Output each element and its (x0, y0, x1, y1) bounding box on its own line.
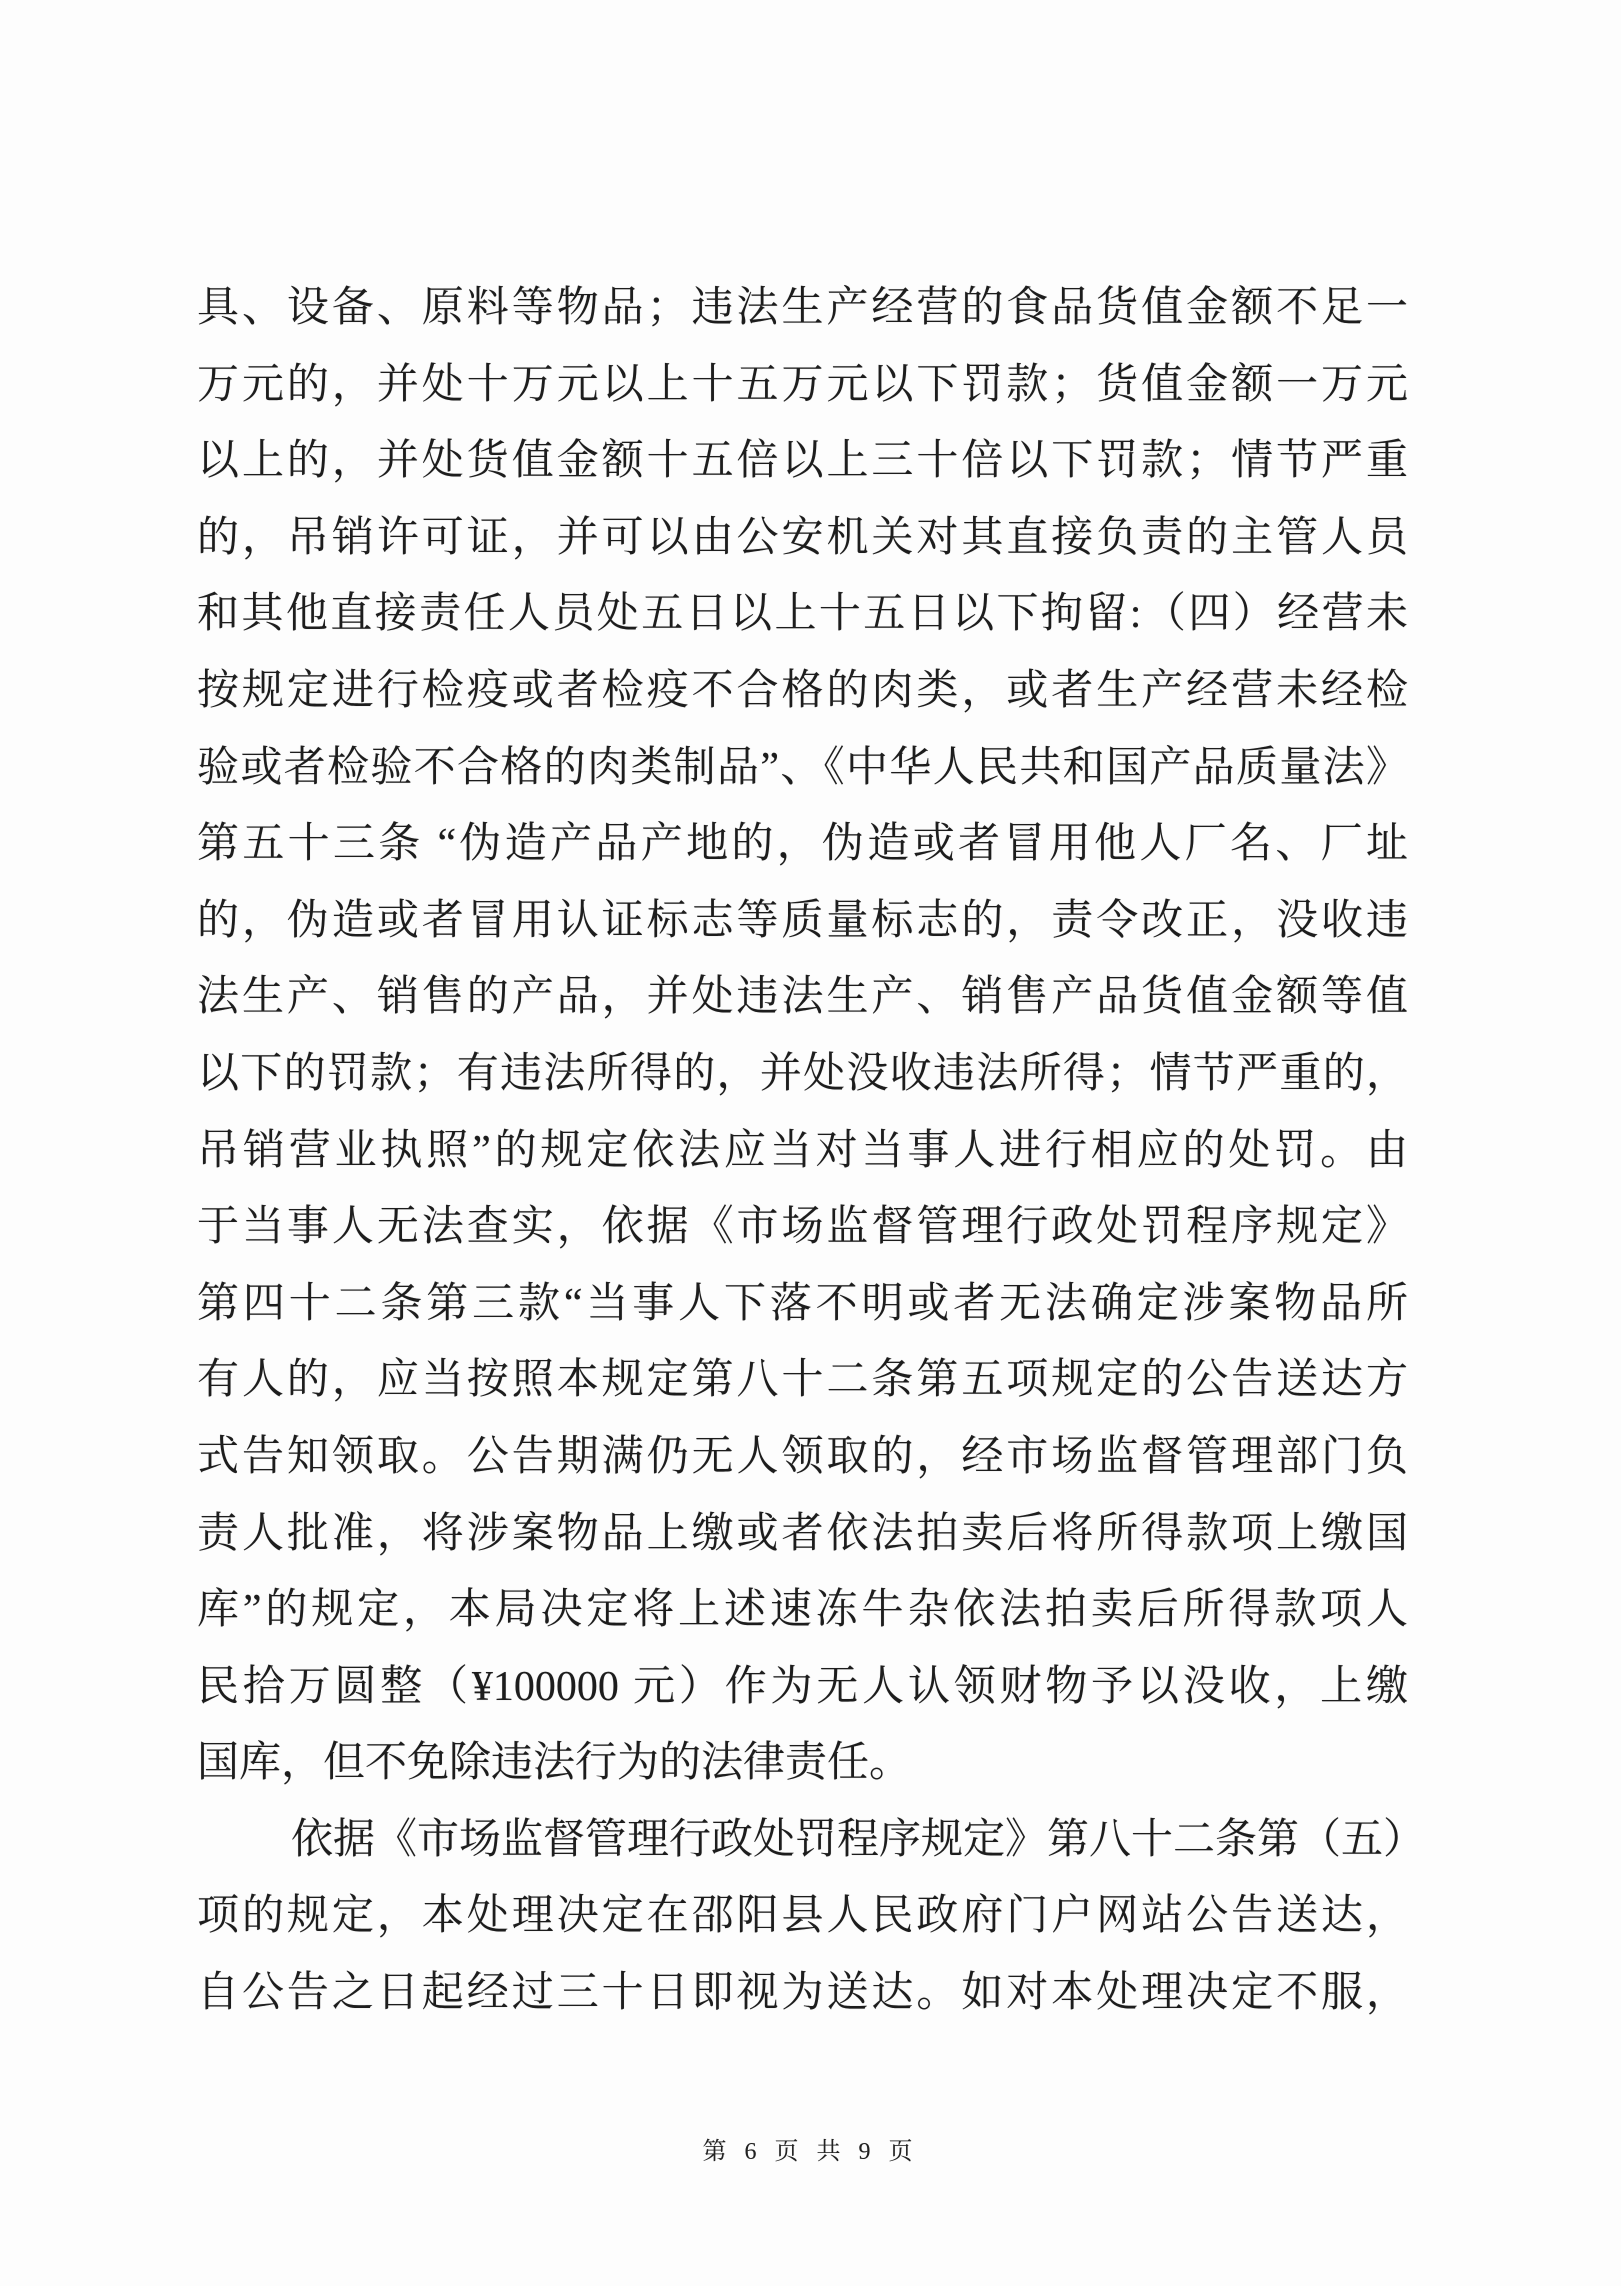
text-line: 具、设备、原料等物品；违法生产经营的食品货值金额不足一 (197, 285, 1408, 331)
text-line: 第五十三条 “伪造产品产地的，伪造或者冒用他人厂名、厂址 (197, 821, 1408, 868)
document-body (197, 270, 1426, 2032)
text-line: 项的规定，本处理决定在邵阳县人民政府门户网站公告送达， (197, 1893, 1408, 1940)
text-line: 有人的，应当按照本规定第八十二条第五项规定的公告送达方 (197, 1357, 1408, 1404)
text-line: 于当事人无法查实，依据《市场监督管理行政处罚程序规定》 (197, 1204, 1408, 1251)
text-line: 式告知领取。公告期满仍无人领取的，经市场监督管理部门负 (197, 1433, 1408, 1480)
text-line: 责人批准，将涉案物品上缴或者依法拍卖后将所得款项上缴国 (197, 1510, 1408, 1557)
text-line: 库”的规定，本局决定将上述速冻牛杂依法拍卖后所得款项人 (197, 1587, 1408, 1634)
text-line: 第四十二条第三款“当事人下落不明或者无法确定涉案物品所 (197, 1280, 1408, 1327)
text-line: 法生产、销售的产品，并处违法生产、销售产品货值金额等值 (197, 974, 1408, 1021)
text-line: 自公告之日起经过三十日即视为送达。如对本处理决定不服， (197, 1970, 1408, 2017)
text-line: 按规定进行检疫或者检疫不合格的肉类，或者生产经营未经检 (197, 667, 1408, 714)
page-number-footer: 第 6 页 共 9 页 (702, 2139, 919, 2165)
text-line-paragraph-start: 依据《市场监督管理行政处罚程序规定》第八十二条第（五） (291, 1816, 1426, 1863)
text-line: 民拾万圆整（¥100000 元）作为无人认领财物予以没收，上缴 (197, 1663, 1408, 1710)
text-line: 和其他直接责任人员处五日以上十五日以下拘留:（四）经营未 (197, 591, 1408, 638)
text-line: 验或者检验不合格的肉类制品”、《中华人民共和国产品质量法》 (197, 744, 1408, 791)
text-line: 以上的，并处货值金额十五倍以上三十倍以下罚款；情节严重 (197, 438, 1408, 485)
text-line: 万元的，并处十万元以上十五万元以下罚款；货值金额一万元 (197, 361, 1408, 408)
text-line: 吊销营业执照”的规定依法应当对当事人进行相应的处罚。由 (197, 1127, 1408, 1174)
text-line: 的，伪造或者冒用认证标志等质量标志的，责令改正，没收违 (197, 897, 1408, 944)
text-line-paragraph-end: 国库，但不免除违法行为的法律责任。 (197, 1740, 912, 1787)
text-line: 的，吊销许可证，并可以由公安机关对其直接负责的主管人员 (197, 514, 1408, 561)
text-line: 以下的罚款；有违法所得的，并处没收违法所得；情节严重的， (197, 1050, 1408, 1097)
